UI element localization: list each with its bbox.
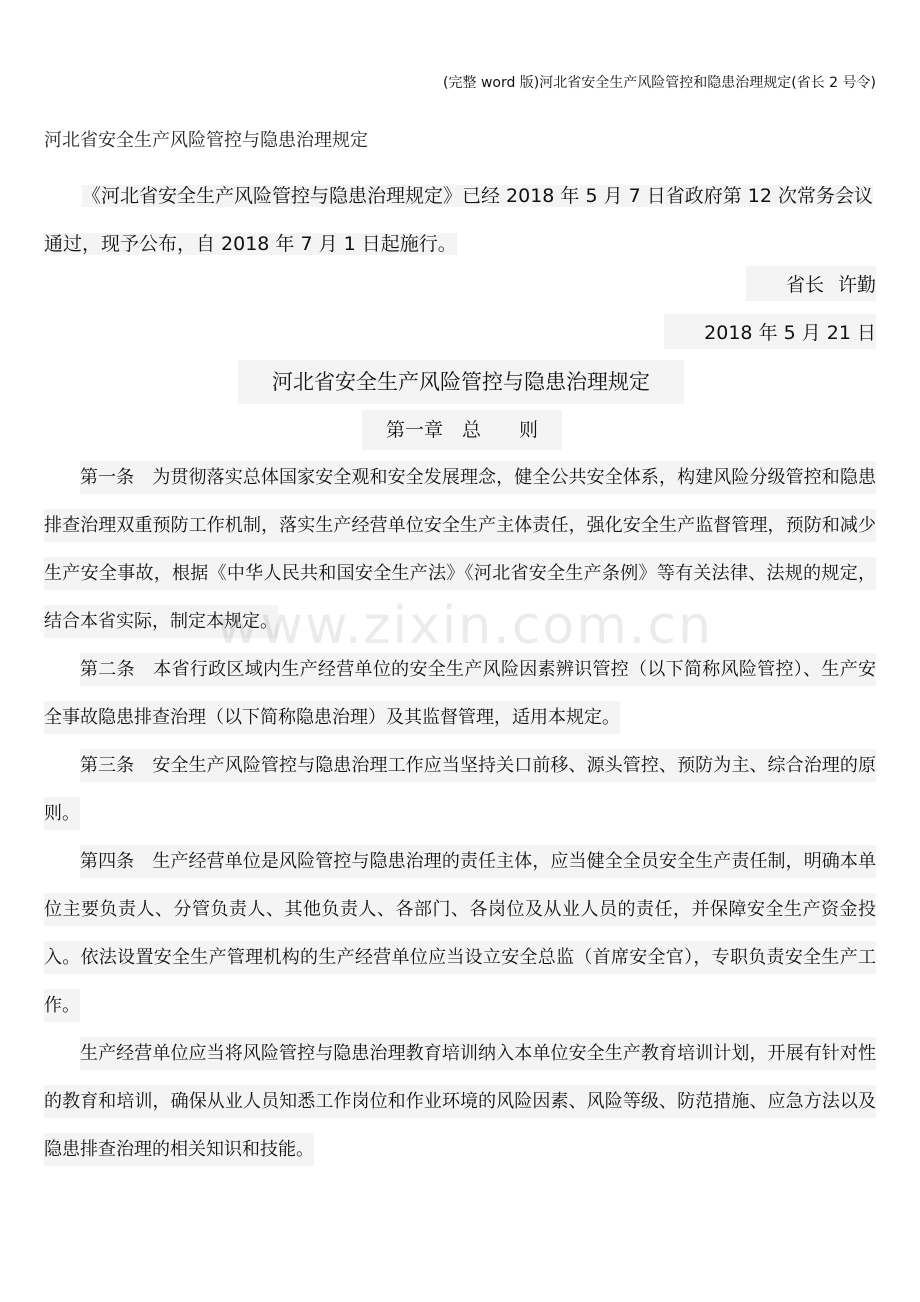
signature-role: 省长 — [785, 274, 824, 296]
chapter-heading: 第一章 总 则 — [362, 410, 562, 450]
document-body — [44, 454, 876, 1174]
article-2-paragraph — [44, 646, 876, 742]
watermark-text: www.zixin.com.cn — [216, 596, 713, 656]
article-2-text: 第二条 本省行政区域内生产经营单位的安全生产风险因素辨识管控（以下简称风险管控）、生产安全事故隐患排查治理（以下简称隐患治理）及其监督管理，适用本规定。 — [44, 653, 876, 734]
article-1-paragraph — [44, 454, 876, 646]
signature-name: 许勤 — [837, 274, 876, 296]
intro-text: 《河北省安全生产风险管控与隐患治理规定》已经 2018 年 5 月 7 日省政府第 12 次常务会议通过，现予公布，自 2018 年 7 月 1 日起施行。 — [44, 185, 874, 255]
document-title-small: 河北省安全生产风险管控与隐患治理规定 — [44, 130, 368, 151]
intro-paragraph — [44, 172, 876, 268]
article-4-text: 第四条 生产经营单位是风险管控与隐患治理的责任主体，应当健全全员安全生产责任制，明确本单位主要负责人、分管负责人、其他负责人、各部门、各岗位及从业人员的责任，并保障安全生产资金投入。依法设置安全生产管理机构的生产经营单位应当设立安全总监（首席安全官），专职负责安全生产工作。 — [44, 845, 876, 1022]
article-4-paragraph — [44, 838, 876, 1030]
signature-date: 2018 年 5 月 21 日 — [664, 314, 876, 349]
article-4-sub-paragraph — [44, 1030, 876, 1174]
document-header-label: (完整 word 版)河北省安全生产风险管控和隐患治理规定(省长 2 号令) — [443, 75, 876, 91]
article-3-paragraph — [44, 742, 876, 838]
article-4-sub-text: 生产经营单位应当将风险管控与隐患治理教育培训纳入本单位安全生产教育培训计划，开展有针对性的教育和培训，确保从业人员知悉工作岗位和作业环境的风险因素、风险等级、防范措施、应急方法以及隐患排查治理的相关知识和技能。 — [44, 1037, 876, 1166]
main-title: 河北省安全生产风险管控与隐患治理规定 — [238, 360, 684, 404]
article-1-text: 第一条 为贯彻落实总体国家安全观和安全发展理念，健全公共安全体系，构建风险分级管控和隐患排查治理双重预防工作机制，落实生产经营单位安全生产主体责任，强化安全生产监督管理，预防和减少生产安全事故，根据《中华人民共和国安全生产法》《河北省安全生产条例》等有关法律、法规的规定，结合本省实际，制定本规定。 — [44, 461, 876, 638]
signature-line — [746, 266, 876, 301]
article-3-text: 第三条 安全生产风险管控与隐患治理工作应当坚持关口前移、源头管控、预防为主、综合治理的原则。 — [44, 749, 876, 830]
